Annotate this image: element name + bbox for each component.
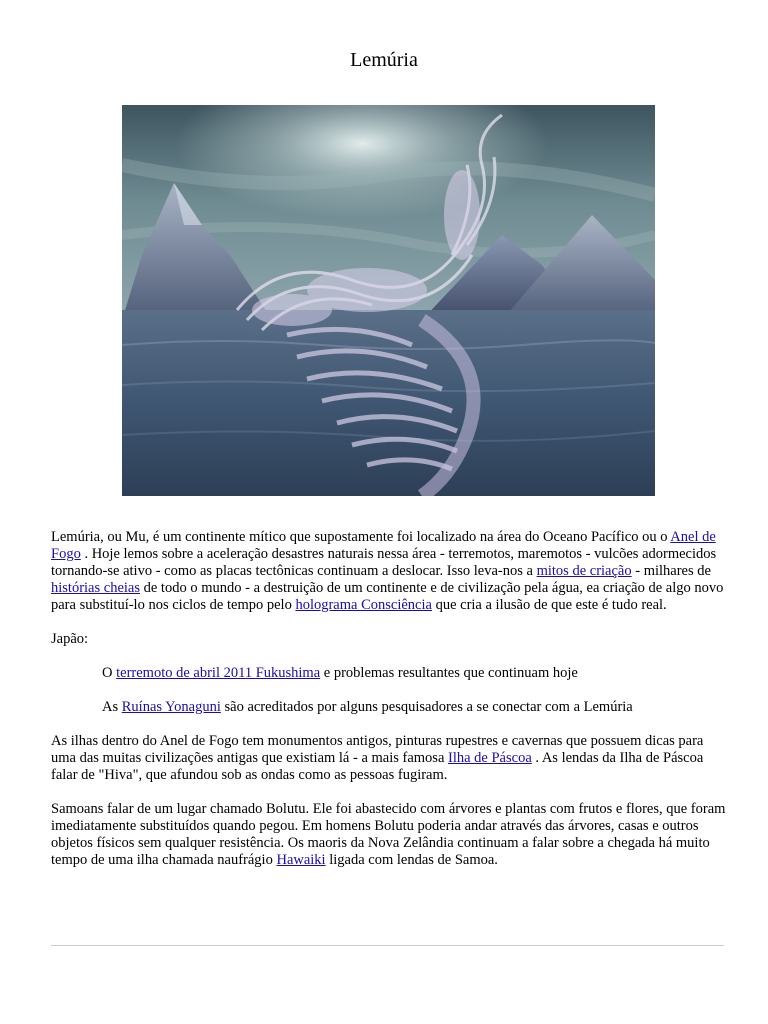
intro-text-5: que cria a ilusão de que este é tudo real. bbox=[431, 597, 667, 613]
item-fukushima bbox=[51, 665, 731, 682]
intro-paragraph bbox=[51, 529, 731, 614]
samoa-paragraph bbox=[51, 801, 731, 869]
lemuria-illustration-icon bbox=[122, 105, 655, 496]
p3-text-2: ligada com lendas de Samoa. bbox=[325, 852, 498, 868]
japao-heading: Japão: bbox=[51, 631, 89, 647]
intro-text-3: - milhares de bbox=[631, 563, 711, 579]
item1-text-1: O bbox=[102, 665, 117, 681]
link-anel-de-fogo[interactable]: Anel de Fogo bbox=[51, 529, 716, 562]
link-hawaiki[interactable]: Hawaiki bbox=[276, 852, 326, 868]
link-ruinas-yonaguni[interactable]: Ruínas Yonaguni bbox=[121, 699, 221, 715]
intro-text-1: Lemúria, ou Mu, é um continente mítico que supostamente foi localizado na área do Oceano Pacífico ou o bbox=[51, 529, 671, 545]
article-body bbox=[51, 529, 731, 869]
link-historias-cheias[interactable]: histórias cheias bbox=[51, 580, 140, 596]
p2-text-1: As ilhas dentro do Anel de Fogo tem monumentos antigos, pinturas rupestres e cavernas que possuem dicas para uma das muitas civilizações antigas que existiam lá - a mais famosa bbox=[51, 733, 704, 766]
item2-text-2: são acreditados por alguns pesquisadores a se conectar com a Lemúria bbox=[220, 699, 633, 715]
item-yonaguni bbox=[51, 699, 731, 716]
item1-text-2: e problemas resultantes que continuam hoje bbox=[320, 665, 578, 681]
p2-text-2: . As lendas da Ilha de Páscoa falar de "Hiva", que afundou sob as ondas como as pessoas fugiram. bbox=[51, 750, 704, 783]
ring-of-fire-paragraph bbox=[51, 733, 731, 784]
link-mitos-de-criacao[interactable]: mitos de criação bbox=[536, 563, 632, 579]
lemuria-illustration-svg bbox=[122, 105, 655, 496]
footer-divider bbox=[51, 945, 724, 946]
page-title: Lemúria bbox=[350, 49, 418, 71]
link-ilha-de-pascoa[interactable]: Ilha de Páscoa bbox=[448, 750, 532, 766]
intro-text-4: de todo o mundo - a destruição de um continente e de civilização pela água, ea criação de algo novo para substituí-lo nos ciclos de tempo pelo bbox=[51, 580, 724, 613]
p3-text-1: Samoans falar de um lugar chamado Bolutu. Ele foi abastecido com árvores e plantas com frutos e flores, que foram imediatamente substituídos quando pegou. Em homens Bolutu poderia andar através das árvores, casas e outros objetos físicos sem qualquer resistência. Os maoris da Nova Zelândia continuam a falar sobre a chegada há muito tempo de uma ilha chamada naufrágio bbox=[51, 801, 726, 868]
item2-text-1: As bbox=[102, 699, 122, 715]
intro-text-2: . Hoje lemos sobre a aceleração desastres naturais nessa área - terremotos, maremotos - vulcões adormecidos tornando-se ativo - como as placas tectônicas continuam a deslocar. Isso leva-nos a bbox=[51, 546, 717, 579]
link-terremoto-fukushima[interactable]: terremoto de abril 2011 Fukushima bbox=[116, 665, 321, 681]
link-holograma-consciencia[interactable]: holograma Consciência bbox=[295, 597, 432, 613]
